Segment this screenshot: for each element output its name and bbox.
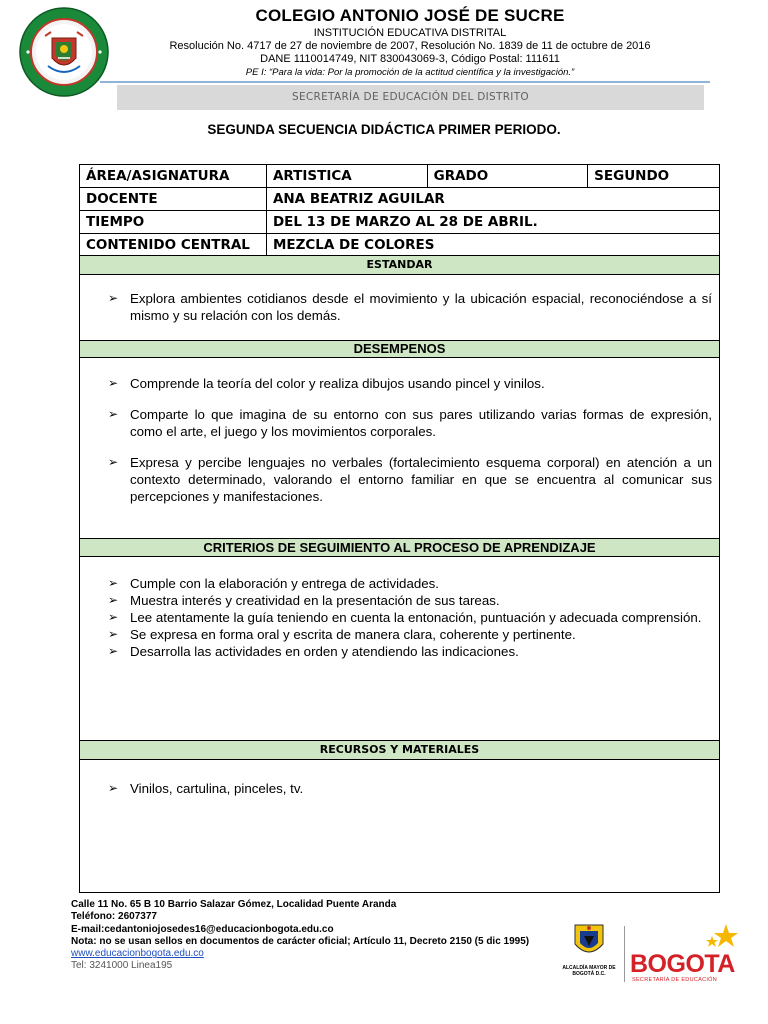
footer-address: Calle 11 No. 65 B 10 Barrio Salazar Gómez, Localidad Puente Aranda [71,899,397,910]
contenido-value: MEZCLA DE COLORES [266,234,719,257]
tiempo-label: TIEMPO [80,211,267,234]
table-row [80,211,720,234]
header-divider [100,81,710,83]
stars-icon [704,922,744,952]
tiempo-value: DEL 13 DE MARZO AL 28 DE ABRIL. [266,211,719,234]
bogota-wordmark: BOGOTA [630,950,735,978]
footer-tel: Tel: 3241000 Linea195 [71,960,173,972]
area-label: ÁREA/ASIGNATURA [80,165,267,188]
list-item: ➢ Desarrolla las actividades en orden y atendiendo las indicaciones. [108,643,712,660]
list-item: ➢ Comprende la teoría del color y realiza dibujos usando pincel y vinilos. [108,375,712,392]
pei-motto: PE I: “Para la vida: Por la promoción de la actitud científica y la investigación.” [245,67,575,78]
info-table [79,164,720,257]
footer-contact [71,899,529,973]
dane-line: DANE 1110014749, NIT 830043069-3, Código Postal: 111611 [260,53,560,65]
alcaldia-text: ALCALDÍA MAYOR DE BOGOTÁ D.C. [562,965,616,977]
table-row [80,234,720,257]
grado-label: GRADO [427,165,588,188]
footer-website-link[interactable]: www.educacionbogota.edu.co [71,948,204,960]
list-item: ➢ Vinilos, cartulina, pinceles, tv. [108,780,712,797]
estandar-section [108,290,712,324]
docente-value: ANA BEATRIZ AGUILAR [266,188,719,211]
logo-divider [624,926,625,982]
institution-type: INSTITUCIÓN EDUCATIVA DISTRITAL [313,27,507,39]
grado-value: SEGUNDO [588,165,720,188]
resolution-line: Resolución No. 4717 de 27 de noviembre de 2007, Resolución No. 1839 de 11 de octubre de 2016 [169,40,651,52]
area-value: ARTISTICA [266,165,427,188]
document-title: SEGUNDA SECUENCIA DIDÁCTICA PRIMER PERIODO. [207,122,561,137]
bogota-subtitle: SECRETARÍA DE EDUCACIÓN [632,977,718,983]
recursos-section [108,780,712,797]
list-item: ➢ Se expresa en forma oral y escrita de manera clara, coherente y pertinente. [108,626,712,643]
list-item: ➢ Explora ambientes cotidianos desde el movimiento y la ubicación espacial, reconociéndose a sí mismo y su relación con los demás. [108,290,712,324]
table-row [80,165,720,188]
list-item: ➢ Muestra interés y creatividad en la presentación de sus tareas. [108,592,712,609]
recursos-heading: RECURSOS Y MATERIALES [79,740,720,760]
footer-note: Nota: no se usan sellos en documentos de carácter oficial; Artículo 11, Decreto 2150 (5 dic 1995) [71,935,530,947]
contenido-label: CONTENIDO CENTRAL [80,234,267,257]
footer-email: E-mail:cedantoniojosedes16@educacionbogota.edu.co [71,923,334,935]
secretaria-band: SECRETARÍA DE EDUCACIÓN DEL DISTRITO [117,85,704,110]
footer-phone: Teléfono: 2607377 [71,911,157,923]
criterios-heading: CRITERIOS DE SEGUIMIENTO AL PROCESO DE APRENDIZAJE [79,538,720,557]
bogota-logo [630,922,746,986]
list-item: ➢ Lee atentamente la guía teniendo en cuenta la entonación, puntuación y adecuada comprensión. [108,609,712,626]
list-item: ➢ Expresa y percibe lenguajes no verbales (fortalecimiento esquema corporal) en atención a un contexto determinado, valorando el entorno familiar en que se encuentra al comunicar sus percepciones y manifestaciones. [108,454,712,505]
school-name: COLEGIO ANTONIO JOSÉ DE SUCRE [255,6,565,25]
table-row [80,188,720,211]
desempenos-heading: DESEMPENOS [79,340,720,358]
school-seal-icon [18,6,110,98]
list-item: ➢ Cumple con la elaboración y entrega de actividades. [108,575,712,592]
list-item: ➢ Comparte lo que imagina de su entorno con sus pares utilizando varias formas de expresión, como el arte, el juego y los movimientos corporales. [108,406,712,440]
alcaldia-logo [561,922,617,977]
docente-label: DOCENTE [80,188,267,211]
estandar-heading: ESTANDAR [79,255,720,275]
desempenos-section [108,375,712,519]
criterios-section [108,575,712,660]
coat-of-arms-icon [572,922,606,960]
